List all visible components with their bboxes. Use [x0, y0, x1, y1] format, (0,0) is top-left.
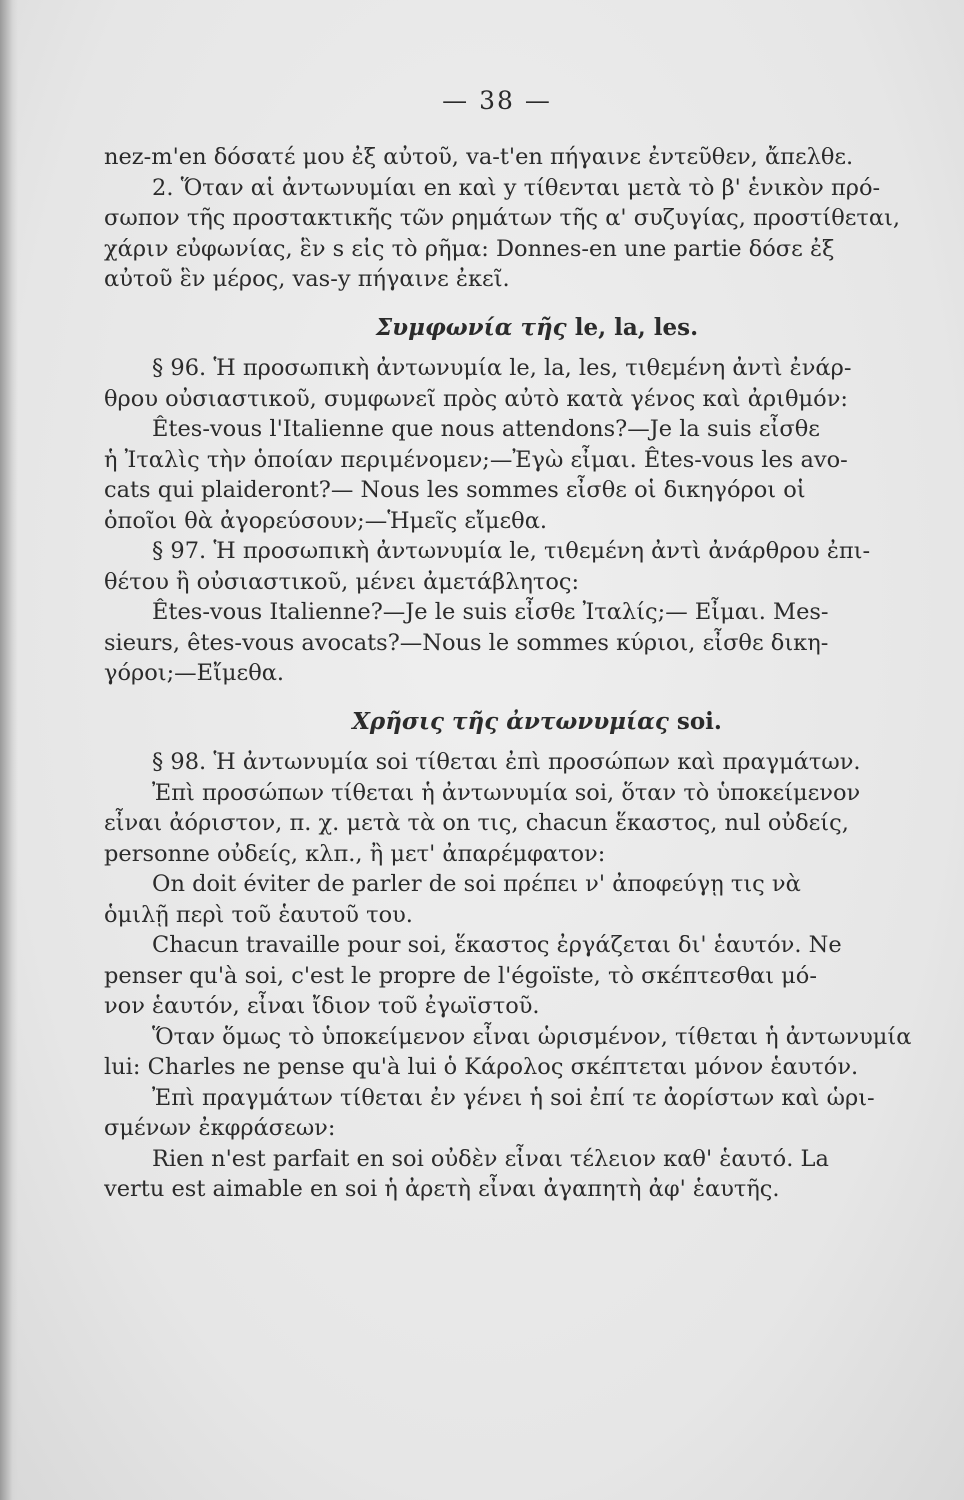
section-heading-soi — [104, 707, 930, 738]
text-line: γόροι;—Εἴμεθα. — [104, 660, 285, 686]
text-line: Chacun travaille pour soi, ἕκαστος ἐργάζεται δι' ἑαυτόν. Ne — [152, 932, 842, 958]
text-line: αὐτοῦ ἓν μέρος, vas-y πήγαινε ἐκεῖ. — [104, 266, 510, 292]
text-line: σωπον τῆς προστακτικῆς τῶν ρημάτων τῆς α' συζυγίας, προστίθεται, — [104, 205, 901, 231]
text-line: vertu est aimable en soi ἡ ἀρετὴ εἶναι ἀγαπητὴ ἀφ' ἑαυτῆς. — [104, 1176, 780, 1202]
text-line: ὁποῖοι θὰ ἀγορεύσουν;—Ἡμεῖς εἴμεθα. — [104, 507, 548, 534]
text-line: Ἐπὶ πραγμάτων τίθεται ἐν γένει ἡ soi ἐπί τε ἀορίστων καὶ ὡρι- — [152, 1084, 875, 1111]
page-number: — 38 — — [442, 86, 552, 115]
text-line: Rien n'est parfait en soi οὐδὲν εἶναι τέλειον καθ' ἑαυτό. La — [152, 1145, 829, 1172]
text-line: penser qu'à soi, c'est le propre de l'égoïste, τὸ σκέπτεσθαι μό- — [104, 962, 817, 989]
paragraph-rule-2 — [104, 173, 930, 295]
text-line: χάριν εὐφωνίας, ἓν s εἰς τὸ ρῆμα: Donnes-en une partie δόσε ἐξ — [104, 235, 835, 262]
heading-greek: Συμφωνία τῆς — [375, 313, 567, 341]
text-line: cats qui plaideront?— Nous les sommes εἶσθε οἱ δικηγόροι οἱ — [104, 477, 806, 503]
text-line: § 96. Ἡ προσωπικὴ ἀντωνυμία le, la, les, τιθεμένη ἀντὶ ἐνάρ- — [152, 355, 852, 381]
text-line: Êtes-vous l'Italienne que nous attendons?—Je la suis εἶσθε — [152, 416, 820, 442]
text-line: 2. Ὅταν αἱ ἀντωνυμίαι en καὶ y τίθενται μετὰ τὸ β' ἑνικὸν πρό- — [152, 174, 881, 201]
heading-french: le, la, les. — [574, 313, 699, 341]
text-line: § 97. Ἡ προσωπικὴ ἀντωνυμία le, τιθεμένη ἀντὶ ἀνάρθρου ἐπι- — [152, 538, 871, 564]
paragraph-section-96 — [104, 353, 930, 536]
section-heading-agreement — [104, 313, 930, 344]
text-line: Ἐπὶ προσώπων τίθεται ἡ ἀντωνυμία soi, ὅταν τὸ ὑποκείμενον — [152, 779, 861, 806]
text-line: θέτου ἢ οὐσιαστικοῦ, μένει ἀμετάβλητος: — [104, 568, 580, 595]
text-line: εἶναι ἀόριστον, π. χ. μετὰ τὰ on τις, chacun ἕκαστος, nul οὐδείς, — [104, 810, 849, 836]
text-line: personne οὐδείς, κλπ., ἢ μετ' ἀπαρέμφατον: — [104, 840, 606, 867]
page-gutter-shadow — [0, 0, 18, 1500]
heading-french: soi. — [676, 707, 722, 735]
text-line: νον ἑαυτόν, εἶναι ἴδιον τοῦ ἐγωϊστοῦ. — [104, 993, 540, 1019]
text-line: lui: Charles ne pense qu'à lui ὁ Κάρολος σκέπτεται μόνον ἑαυτόν. — [104, 1054, 859, 1080]
heading-greek: Χρῆσις τῆς ἀντωνυμίας — [352, 707, 669, 735]
paragraph-continuation — [104, 142, 930, 173]
text-line: nez-m'en δόσατέ μου ἐξ αὐτοῦ, va-t'en πήγαινε ἐντεῦθεν, ἄπελθε. — [104, 144, 854, 170]
paragraph-section-97 — [104, 536, 930, 689]
text-line: Ὅταν ὅμως τὸ ὑποκείμενον εἶναι ὡρισμένον, τίθεται ἡ ἀντωνυμία — [152, 1023, 912, 1050]
paragraph-section-98 — [104, 747, 930, 1205]
text-line: § 98. Ἡ ἀντωνυμία soi τίθεται ἐπὶ προσώπων καὶ πραγμάτων. — [152, 749, 861, 775]
text-line: ἡ Ἰταλὶς τὴν ὁποίαν περιμένομεν;—Ἐγὼ εἶμαι. Êtes-vous les avo- — [104, 446, 848, 473]
text-line: On doit éviter de parler de soi πρέπει ν' ἀποφεύγῃ τις νὰ — [152, 871, 801, 897]
page-body — [104, 142, 930, 1205]
text-line: sieurs, êtes-vous avocats?—Nous le sommes κύριοι, εἶσθε δικη- — [104, 629, 829, 656]
text-line: Êtes-vous Italienne?—Je le suis εἶσθε Ἰταλίς;— Εἶμαι. Mes- — [152, 599, 829, 625]
text-line: ὁμιλῇ περὶ τοῦ ἑαυτοῦ του. — [104, 901, 413, 928]
text-line: σμένων ἐκφράσεων: — [104, 1115, 336, 1141]
text-line: θρου οὐσιαστικοῦ, συμφωνεῖ πρὸς αὐτὸ κατὰ γένος καὶ ἀριθμόν: — [104, 385, 848, 412]
